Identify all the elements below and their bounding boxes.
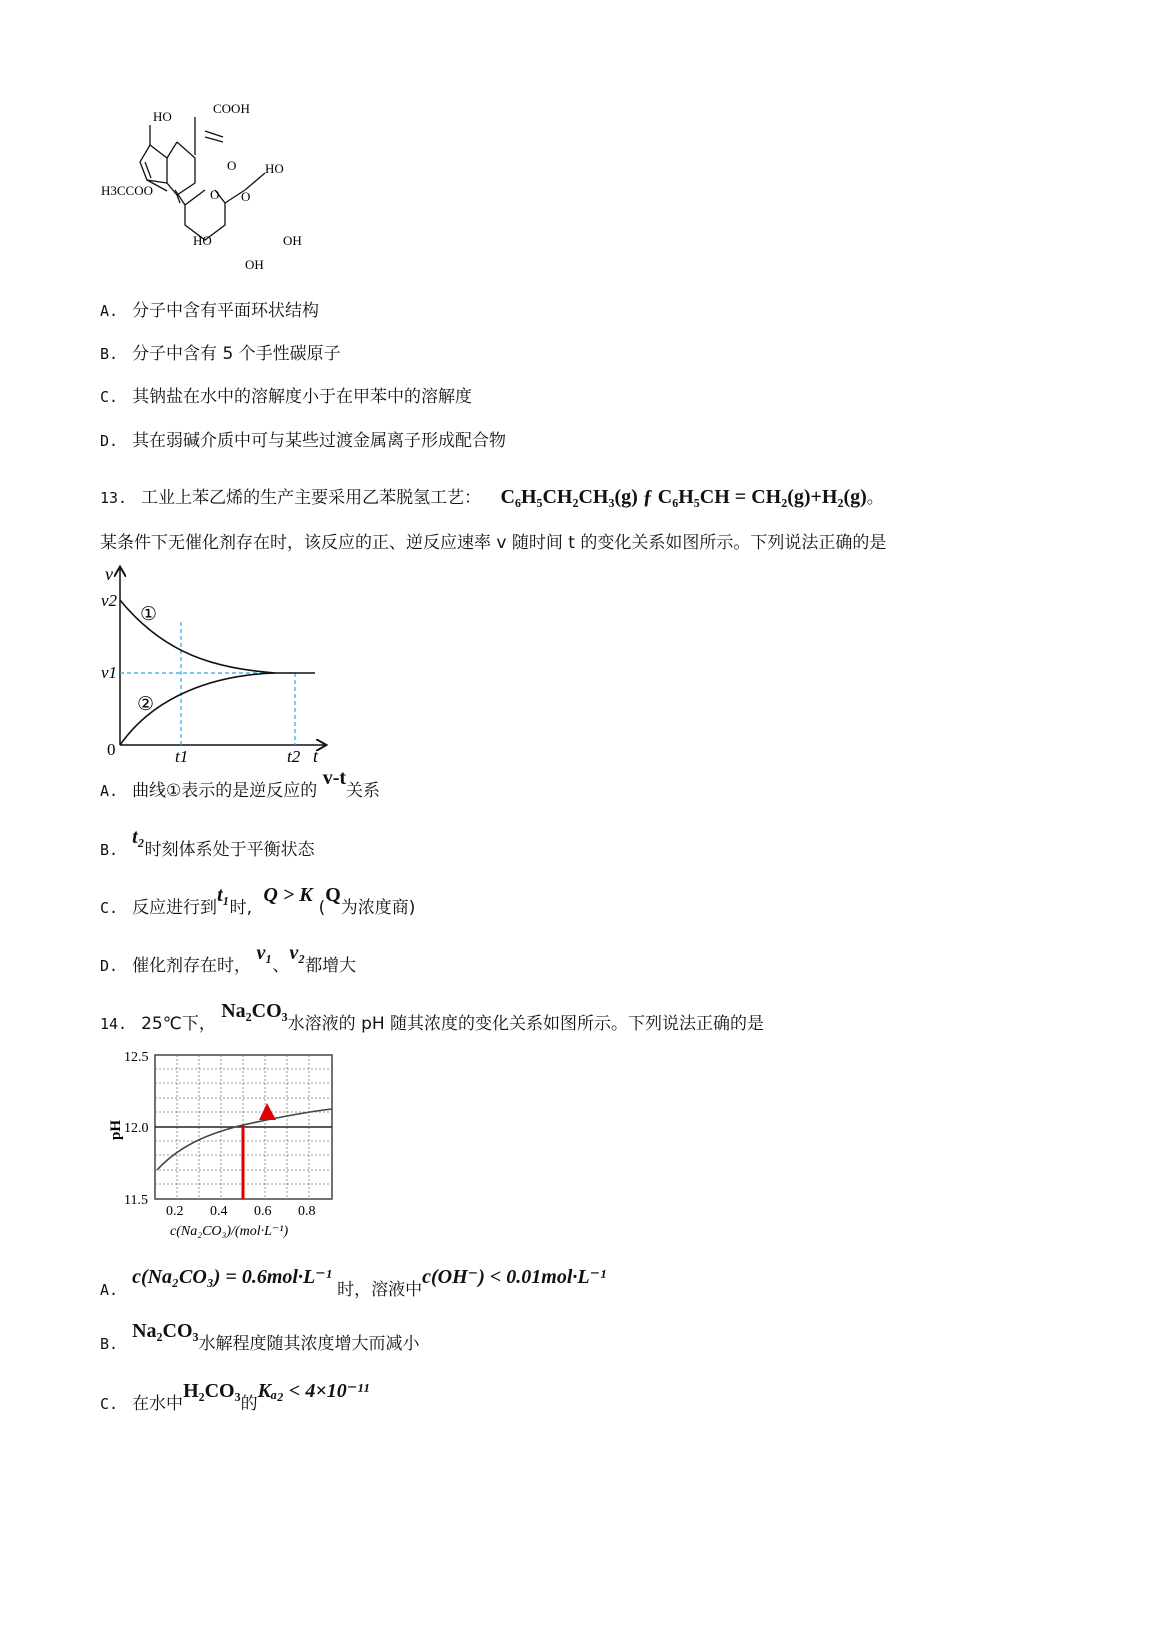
option-text: 水解程度随其浓度增大而减小: [198, 1334, 420, 1354]
q13-option-a: [100, 767, 381, 802]
curve-1-label: ①: [140, 604, 158, 625]
rate-time-graph: [95, 560, 335, 770]
x-tick-0-2: 0.2: [166, 1204, 184, 1219]
option-text: 分子中含有 5 个手性碳原子: [132, 344, 341, 364]
math-na2co3-concentration: c(Na₂CO₃) = 0.6mol·L⁻¹: [132, 1266, 332, 1288]
question-pre: 25℃下，: [141, 1014, 216, 1034]
label-h3ccoo: H3CCOO: [101, 183, 154, 198]
q13-stem: [100, 486, 884, 509]
x-tick-0-6: 0.6: [254, 1204, 272, 1219]
reaction-equation: C₆H₅CH₂CH₃(g) ƒ C₆H₅CH = CH₂(g)+H₂(g): [500, 486, 867, 508]
option-text: 其钠盐在水中的溶解度小于在甲苯中的溶解度: [132, 387, 473, 407]
math-t2: t₂: [132, 826, 145, 848]
math-na2co3: Na₂CO₃: [132, 1320, 199, 1342]
option-text: 其在弱碱介质中可与某些过渡金属离子形成配合物: [132, 431, 507, 451]
option-label: A.: [100, 1281, 119, 1299]
label-ho-right: HO: [265, 161, 284, 176]
x-tick-0-8: 0.8: [298, 1204, 316, 1219]
t2-label: t2: [287, 747, 301, 766]
structural-formula: [95, 95, 315, 280]
math-na2co3: Na₂CO₃: [221, 1000, 288, 1022]
option-label: D.: [100, 957, 119, 975]
option-text-end: 为浓度商): [340, 898, 416, 918]
math-ka2: Kₐ₂ < 4×10⁻¹¹: [257, 1380, 370, 1402]
option-text: 分子中含有平面环状结构: [132, 301, 320, 321]
option-label: B.: [100, 841, 119, 859]
option-text: 时刻体系处于平衡状态: [144, 840, 315, 860]
math-v-t: v-t: [322, 767, 347, 789]
option-label: B.: [100, 345, 119, 363]
label-oh-bottom: OH: [245, 257, 264, 272]
q14-option-b: [100, 1320, 420, 1355]
math-q: Q: [325, 884, 341, 906]
q12-option-c: [100, 386, 472, 408]
label-o-ring: O: [227, 158, 237, 173]
q13-stem-line2: 某条件下无催化剂存在时，该反应的正、逆反应速率 v 随时间 t 的变化关系如图所示。下列说法正确的是: [100, 533, 887, 553]
label-o-sugar: O: [241, 189, 251, 204]
q14-stem: [100, 1000, 765, 1035]
math-v2: v₂: [289, 942, 306, 964]
label-oh-right: OH: [283, 233, 302, 248]
math-h2co3: H₂CO₃: [183, 1380, 241, 1402]
label-ho-top: HO: [153, 109, 172, 124]
option-text-mid: 时,: [229, 898, 252, 918]
y-axis-label: pH: [108, 1119, 124, 1140]
label-cooh: COOH: [213, 101, 250, 116]
label-ho-bottom-left: HO: [193, 233, 212, 248]
x-axis-label: c(Na₂CO₃)/(mol·L⁻¹): [170, 1224, 289, 1239]
option-text-end: 关系: [346, 781, 381, 801]
option-text-end: 都增大: [305, 956, 357, 976]
option-text-mid: 的: [240, 1394, 258, 1414]
q13-option-d: [100, 942, 357, 977]
y-tick-11-5: 11.5: [124, 1193, 148, 1208]
t-axis-label: t: [313, 746, 319, 766]
option-label: B.: [100, 1335, 119, 1353]
math-oh-concentration: c(OH⁻) < 0.01mol·L⁻¹: [422, 1266, 607, 1288]
q12-option-a: [100, 300, 319, 322]
q13-option-b: [100, 826, 315, 861]
option-label: C.: [100, 899, 119, 917]
q14-option-a: [100, 1266, 607, 1301]
option-label: A.: [100, 782, 119, 800]
option-label: C.: [100, 388, 119, 406]
ph-concentration-chart: [100, 1045, 340, 1245]
end-mark: 。: [866, 488, 884, 508]
q13-option-c: [100, 884, 416, 919]
t1-label: t1: [175, 747, 189, 766]
v1-label: v1: [101, 663, 118, 682]
paren-open: (: [318, 898, 326, 918]
option-text: 曲线①表示的是逆反应的: [132, 781, 318, 801]
math-v1: v₁: [256, 942, 273, 964]
label-o-bridge: O: [210, 187, 220, 202]
option-text: 在水中: [132, 1394, 184, 1414]
separator: 、: [272, 956, 290, 976]
math-q-gt-k: Q > K: [263, 884, 313, 906]
option-text: 时，溶液中: [337, 1280, 423, 1300]
y-tick-12-5: 12.5: [124, 1050, 149, 1065]
y-tick-12-0: 12.0: [124, 1121, 149, 1136]
option-label: C.: [100, 1395, 119, 1413]
x-tick-0-4: 0.4: [210, 1204, 228, 1219]
question-number: 13.: [100, 489, 128, 507]
question-intro: 工业上苯乙烯的生产主要采用乙苯脱氢工艺：: [141, 488, 482, 508]
q12-option-b: [100, 343, 341, 365]
q14-option-c: [100, 1380, 370, 1415]
question-post: 水溶液的 pH 随其浓度的变化关系如图所示。下列说法正确的是: [287, 1014, 765, 1034]
math-t1: t₁: [217, 884, 230, 906]
option-label: A.: [100, 302, 119, 320]
option-text: 反应进行到: [132, 898, 218, 918]
marker-triangle: [259, 1103, 276, 1120]
v2-label: v2: [101, 591, 118, 610]
option-text: 催化剂存在时，: [132, 956, 252, 976]
v-axis-label: v: [105, 564, 113, 584]
question-number: 14.: [100, 1015, 128, 1033]
curve-2-label: ②: [137, 694, 155, 715]
option-label: D.: [100, 432, 119, 450]
q12-option-d: [100, 430, 506, 452]
origin-label: 0: [107, 740, 116, 759]
